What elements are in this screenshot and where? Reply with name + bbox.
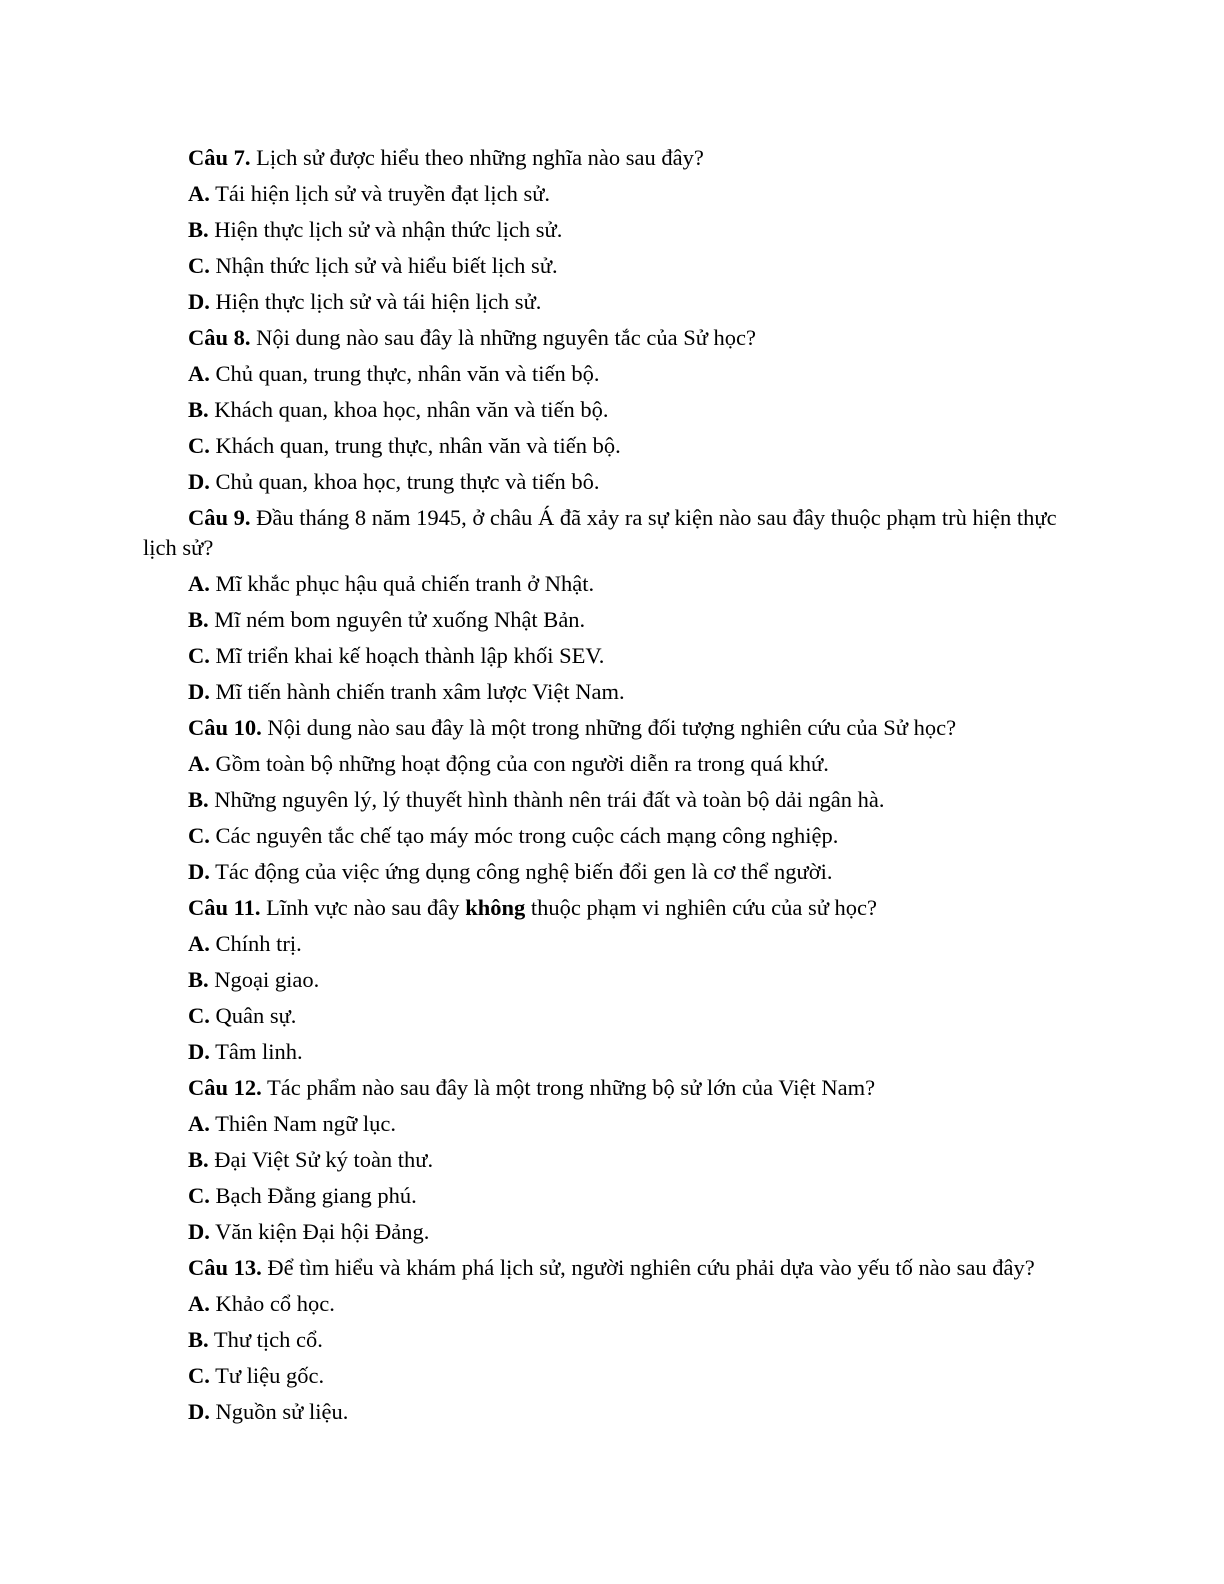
option-text: Văn kiện Đại hội Đảng. bbox=[209, 1219, 430, 1244]
option-key: C. bbox=[188, 643, 210, 668]
option-key: A. bbox=[188, 1111, 210, 1136]
option-9b bbox=[143, 602, 1083, 638]
option-key: A. bbox=[188, 931, 210, 956]
option-8b bbox=[143, 392, 1083, 428]
question-text: Đầu tháng 8 năm 1945, ở châu Á đã xảy ra sự kiện nào sau đây thuộc phạm trù hiện thực lịch sử? bbox=[143, 505, 1057, 560]
option-text: Tâm linh. bbox=[209, 1039, 303, 1064]
option-text: Hiện thực lịch sử và nhận thức lịch sử. bbox=[208, 217, 563, 242]
question-12 bbox=[143, 1070, 1083, 1106]
option-key: D. bbox=[188, 1219, 210, 1244]
option-text: Hiện thực lịch sử và tái hiện lịch sử. bbox=[209, 289, 542, 314]
option-key: C. bbox=[188, 433, 210, 458]
option-key: C. bbox=[188, 823, 210, 848]
option-8d bbox=[143, 464, 1083, 500]
option-key: B. bbox=[188, 607, 209, 632]
option-text: Đại Việt Sử ký toàn thư. bbox=[208, 1147, 434, 1172]
option-text: Nguồn sử liệu. bbox=[209, 1399, 349, 1424]
question-list bbox=[143, 140, 1083, 1430]
option-text: Mĩ tiến hành chiến tranh xâm lược Việt Nam. bbox=[209, 679, 625, 704]
option-key: A. bbox=[188, 181, 210, 206]
option-text: Chủ quan, trung thực, nhân văn và tiến bộ. bbox=[209, 361, 600, 386]
option-text: Các nguyên tắc chế tạo máy móc trong cuộc cách mạng công nghiệp. bbox=[209, 823, 839, 848]
option-key: D. bbox=[188, 469, 210, 494]
option-11d bbox=[143, 1034, 1083, 1070]
option-9d bbox=[143, 674, 1083, 710]
option-text: Thư tịch cổ. bbox=[208, 1327, 323, 1352]
question-11 bbox=[143, 890, 1083, 926]
question-emphasis: không bbox=[465, 895, 526, 920]
option-key: B. bbox=[188, 397, 209, 422]
question-text: Để tìm hiểu và khám phá lịch sử, người nghiên cứu phải dựa vào yếu tố nào sau đây? bbox=[261, 1255, 1035, 1280]
option-7b bbox=[143, 212, 1083, 248]
option-10c bbox=[143, 818, 1083, 854]
option-text: Tái hiện lịch sử và truyền đạt lịch sử. bbox=[209, 181, 551, 206]
question-label: Câu 11. bbox=[188, 895, 261, 920]
option-key: A. bbox=[188, 361, 210, 386]
option-text: Gồm toàn bộ những hoạt động của con người diễn ra trong quá khứ. bbox=[209, 751, 829, 776]
question-9 bbox=[143, 500, 1083, 566]
option-key: B. bbox=[188, 967, 209, 992]
option-11c bbox=[143, 998, 1083, 1034]
option-8c bbox=[143, 428, 1083, 464]
option-13a bbox=[143, 1286, 1083, 1322]
option-key: D. bbox=[188, 1399, 210, 1424]
question-text: Tác phẩm nào sau đây là một trong những bộ sử lớn của Việt Nam? bbox=[261, 1075, 876, 1100]
option-11a bbox=[143, 926, 1083, 962]
question-10 bbox=[143, 710, 1083, 746]
question-13 bbox=[143, 1250, 1083, 1286]
option-text: Chủ quan, khoa học, trung thực và tiến bô. bbox=[209, 469, 600, 494]
option-12b bbox=[143, 1142, 1083, 1178]
option-text: Tác động của việc ứng dụng công nghệ biến đổi gen là cơ thể người. bbox=[209, 859, 833, 884]
option-text: Tư liệu gốc. bbox=[209, 1363, 325, 1388]
option-text: Khảo cổ học. bbox=[209, 1291, 335, 1316]
option-key: A. bbox=[188, 1291, 210, 1316]
question-label: Câu 12. bbox=[188, 1075, 262, 1100]
question-7 bbox=[143, 140, 1083, 176]
option-key: D. bbox=[188, 679, 210, 704]
option-7a bbox=[143, 176, 1083, 212]
question-text: Nội dung nào sau đây là một trong những đối tượng nghiên cứu của Sử học? bbox=[261, 715, 957, 740]
option-key: A. bbox=[188, 751, 210, 776]
option-text: Khách quan, trung thực, nhân văn và tiến bộ. bbox=[209, 433, 621, 458]
option-text: Ngoại giao. bbox=[208, 967, 320, 992]
question-8 bbox=[143, 320, 1083, 356]
option-key: C. bbox=[188, 1183, 210, 1208]
option-13c bbox=[143, 1358, 1083, 1394]
option-key: C. bbox=[188, 1363, 210, 1388]
option-text: Chính trị. bbox=[209, 931, 302, 956]
question-label: Câu 7. bbox=[188, 145, 251, 170]
option-12d bbox=[143, 1214, 1083, 1250]
option-key: D. bbox=[188, 289, 210, 314]
option-text: Khách quan, khoa học, nhân văn và tiến bộ. bbox=[208, 397, 609, 422]
option-8a bbox=[143, 356, 1083, 392]
option-text: Quân sự. bbox=[209, 1003, 297, 1028]
question-text: Lĩnh vực nào sau đây bbox=[260, 895, 466, 920]
question-text: Lịch sử được hiểu theo những nghĩa nào sau đây? bbox=[250, 145, 704, 170]
option-text: Mĩ ném bom nguyên tử xuống Nhật Bản. bbox=[208, 607, 586, 632]
option-9c bbox=[143, 638, 1083, 674]
option-13d bbox=[143, 1394, 1083, 1430]
option-text: Mĩ triển khai kế hoạch thành lập khối SEV. bbox=[209, 643, 605, 668]
option-12a bbox=[143, 1106, 1083, 1142]
option-text: Thiên Nam ngữ lục. bbox=[209, 1111, 396, 1136]
option-text: Mĩ khắc phục hậu quả chiến tranh ở Nhật. bbox=[209, 571, 595, 596]
option-10a bbox=[143, 746, 1083, 782]
option-9a bbox=[143, 566, 1083, 602]
option-10b bbox=[143, 782, 1083, 818]
option-12c bbox=[143, 1178, 1083, 1214]
option-text: Nhận thức lịch sử và hiểu biết lịch sử. bbox=[209, 253, 558, 278]
option-13b bbox=[143, 1322, 1083, 1358]
option-text: Những nguyên lý, lý thuyết hình thành nên trái đất và toàn bộ dải ngân hà. bbox=[208, 787, 885, 812]
option-key: C. bbox=[188, 1003, 210, 1028]
option-key: A. bbox=[188, 571, 210, 596]
option-text: Bạch Đằng giang phú. bbox=[209, 1183, 417, 1208]
option-key: D. bbox=[188, 1039, 210, 1064]
question-label: Câu 8. bbox=[188, 325, 251, 350]
option-11b bbox=[143, 962, 1083, 998]
question-text: thuộc phạm vi nghiên cứu của sử học? bbox=[525, 895, 878, 920]
option-key: D. bbox=[188, 859, 210, 884]
question-text: Nội dung nào sau đây là những nguyên tắc của Sử học? bbox=[250, 325, 757, 350]
question-label: Câu 13. bbox=[188, 1255, 262, 1280]
question-label: Câu 10. bbox=[188, 715, 262, 740]
question-label: Câu 9. bbox=[188, 505, 251, 530]
option-key: B. bbox=[188, 217, 209, 242]
option-7d bbox=[143, 284, 1083, 320]
option-key: C. bbox=[188, 253, 210, 278]
option-key: B. bbox=[188, 787, 209, 812]
option-10d bbox=[143, 854, 1083, 890]
option-key: B. bbox=[188, 1147, 209, 1172]
option-7c bbox=[143, 248, 1083, 284]
option-key: B. bbox=[188, 1327, 209, 1352]
